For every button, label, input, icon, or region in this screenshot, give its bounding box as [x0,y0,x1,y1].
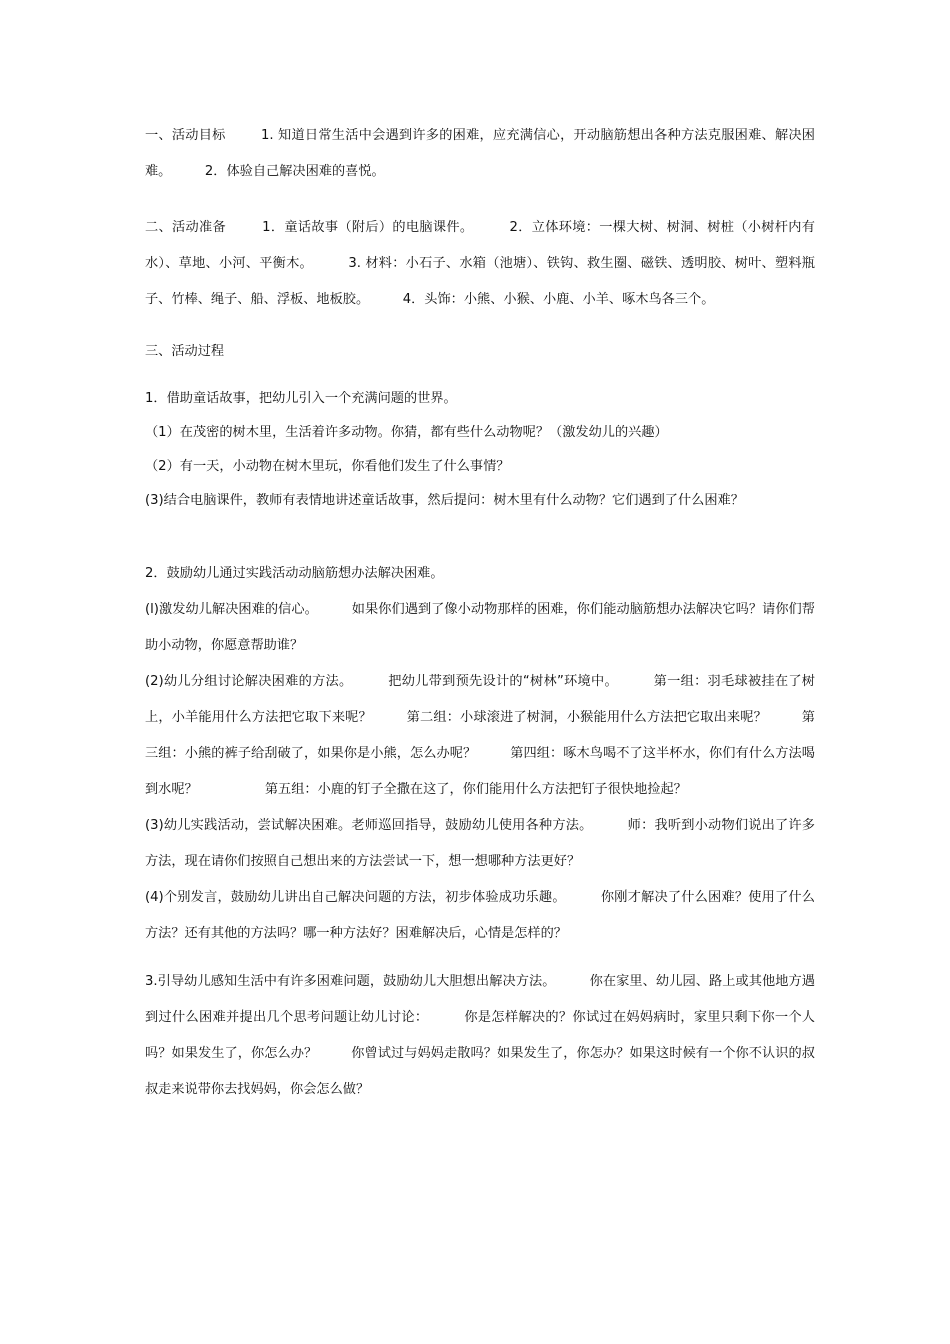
step1-item: （2）有一天，小动物在树木里玩，你看他们发生了什么事情？ [145,459,510,474]
step2-item: (4)个别发言，鼓励幼儿讲出自己解决问题的方法，初步体验成功乐趣。 你刚才解决了什么困难？使用了什么方法？还有其他的方法吗？哪一种方法好？困难解决后，心情是怎样的？ [145,890,815,941]
activity-preparation-paragraph: 二、活动准备 1．童话故事（附后）的电脑课件。 2．立体环境：一棵大树、树洞、树桩（小树杆内有水）、草地、小河、平衡木。 3. 材料：小石子、水箱（池塘）、铁钩、救生圈、磁铁、透明胶、树叶、塑料瓶子、竹棒、绳子、船、浮板、地板胶。 4．头饰：小熊、小猴、小鹿、小羊、啄木鸟各三个。 [145,220,815,307]
step1-item: (3)结合电脑课件，教师有表情地讲述童话故事，然后提问：树木里有什么动物？它们遇到了什么困难？ [145,493,744,508]
document-page [145,118,815,1108]
spacer [145,318,815,334]
activity-goals-paragraph: 一、活动目标 1. 知道日常生活中会遇到许多的困难，应充满信心，开动脑筋想出各种方法克服困难、解决困难。 2．体验自己解决困难的喜悦。 [145,128,815,179]
step1-item: （1）在茂密的树木里，生活着许多动物。你猜，都有些什么动物呢？（激发幼儿的兴趣） [145,425,668,440]
step2-item: (2)幼儿分组讨论解决困难的方法。 把幼儿带到预先设计的“树林”环境中。 第一组：羽毛球被挂在了树上，小羊能用什么方法把它取下来呢？ 第二组：小球滚进了树洞，小猴能用什么方法把它取出来呢？ 第三组：小熊的裤子给刮破了，如果你是小熊，怎么办呢？ 第四组：啄木鸟喝不了这半杯水，你们有什么方法喝到水呢？ 第五组：小鹿的钉子全撒在这了，你们能用什么方法把钉子很快地捡起？ [145,674,815,797]
spacer [145,952,815,964]
spacer [145,190,815,210]
step2-item: (l)激发幼儿解决困难的信心。 如果你们遇到了像小动物那样的困难，你们能动脑筋想办法解决它吗？请你们帮助小动物，你愿意帮助谁？ [145,602,815,653]
activity-process-heading: 三、活动过程 [145,344,225,359]
step1-title: 1．借助童话故事，把幼儿引入一个充满问题的世界。 [145,391,457,406]
spacer [145,518,815,556]
step2-title: 2．鼓励幼儿通过实践活动动脑筋想办法解决困难。 [145,566,444,581]
spacer [145,370,815,382]
step3-paragraph: 3.引导幼儿感知生活中有许多困难问题，鼓励幼儿大胆想出解决方法。 你在家里、幼儿园、路上或其他地方遇到过什么困难并提出几个思考问题让幼儿讨论： 你是怎样解决的？你试过在妈妈病时，家里只剩下你一个人吗？如果发生了，你怎么办？ 你曾试过与妈妈走散吗？如果发生了，你怎办？如果这时候有一个你不认识的叔叔走来说带你去找妈妈，你会怎么做？ [145,974,815,1097]
step2-item: (3)幼儿实践活动，尝试解决困难。老师巡回指导，鼓励幼儿使用各种方法。 师：我听到小动物们说出了许多方法，现在请你们按照自己想出来的方法尝试一下，想一想哪种方法更好？ [145,818,815,869]
